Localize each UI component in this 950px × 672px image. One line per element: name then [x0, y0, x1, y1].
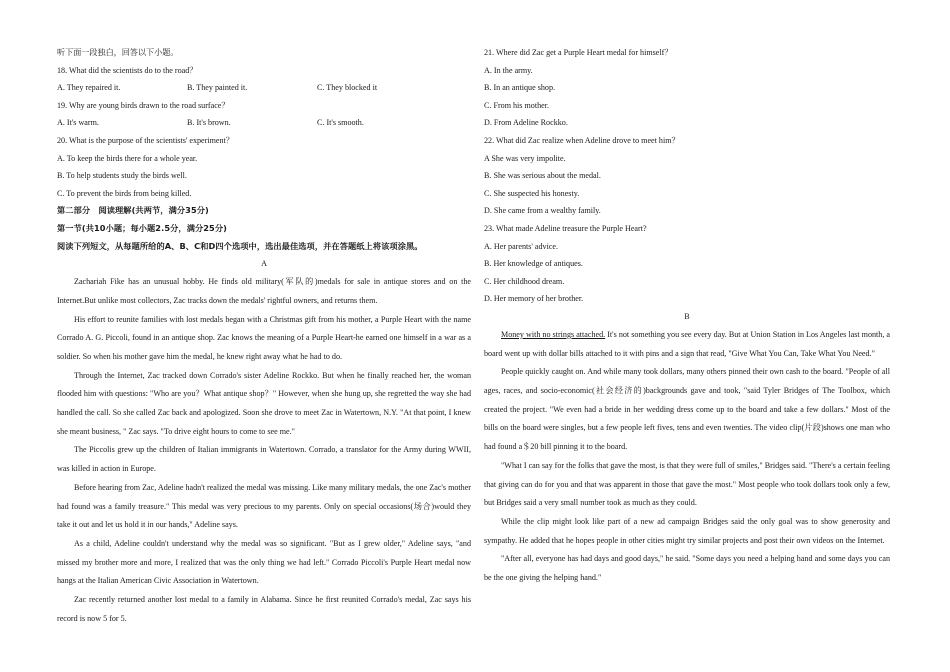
passage-a-paragraph: The Piccolis grew up the children of Italian immigrants in Watertown. Corrado, a translator for the Army during WWII, was killed in action in Europe. [57, 445, 471, 474]
option-b: B. In an antique shop. [484, 83, 556, 93]
underlined-phrase: Money with no strings attached. [501, 329, 606, 339]
option-b: B. To help students study the birds well. [57, 171, 187, 181]
section-one-heading: 第一节(共10小题；每小题2.5分，满分25分) [57, 222, 227, 233]
question-20-stem: 20. What is the purpose of the scientists' experiment？ [57, 135, 234, 145]
listening-intro: 听下面一段独白，回答以下小题。 [57, 48, 179, 57]
option-a: A She was very impolite. [484, 153, 566, 163]
passage-a-label: A [261, 259, 267, 269]
option-b: B. She was serious about the medal. [484, 171, 601, 181]
question-22-stem: 22. What did Zac realize when Adeline drove to meet him？ [484, 135, 680, 145]
paragraph-text: It's not something you see every day. But at Union Station in Los Angeles last month, a board went up with dollar bills attached to it with pins and a sign that read, "Give What You Can, Take What You Need." [484, 329, 891, 358]
option-a: A. To keep the birds there for a whole year. [57, 153, 198, 163]
question-19-stem: 19. Why are young birds drawn to the road surface？ [57, 100, 230, 110]
part-two-heading: 第二部分 阅读理解(共两节，满分35分) [57, 205, 209, 216]
passage-a-paragraph: Zachariah Fike has an unusual hobby. He finds old military(军队的)medals for sale in antique stores and on the Internet.But unlike most collectors, Zac tracks down the medals' rightful owners, and returns them. [57, 277, 471, 305]
passage-b-paragraph: While the clip might look like part of a new ad campaign Bridges said the only goal was to show generosity and sympathy. He added that he hopes people in other cities might try similar projects and post their own videos on the Internet. [484, 516, 890, 545]
option-a: A. They repaired it. [57, 83, 121, 93]
passage-b-paragraph: "After all, everyone has had days and good days," he said. "Some days you need a helping hand and some days you can be the one giving the helping hand." [484, 554, 890, 583]
option-b: B. They painted it. [187, 83, 248, 93]
option-d: D. From Adeline Rockko. [484, 118, 568, 128]
passage-a-paragraph: As a child, Adeline couldn't understand why the medal was so significant. "But as I grew older," Adeline says, "and missed my brother more and more, I realized that was the only thing we had left." Corrado Piccoli's Purple Heart medal now hangs at the Italian American Civic Association in Watertown. [57, 538, 471, 586]
passage-a-paragraph: His effort to reunite families with lost medals began with a Christmas gift from his mother, a Purple Heart with the name Corrado A. G. Piccoli, found in an antique shop. Zac knows the meaning of a Purple Heart-he earned one himself in a war as a soldier. So when his mother gave him the medal, he knew right away what he had to do. [57, 314, 471, 361]
left-column [57, 44, 471, 628]
passage-a-paragraph: Zac recently returned another lost medal to a family in Alabama. Since he first reunited Corrado's medal, Zac says his record is now 5 for 5. [57, 595, 471, 623]
question-19-options [57, 114, 471, 132]
right-column [484, 44, 890, 588]
option-a: A. Her parents' advice. [484, 241, 559, 251]
option-b: B. It's brown. [187, 118, 231, 128]
option-b: B. Her knowledge of antiques. [484, 259, 583, 269]
question-18-options [57, 79, 471, 97]
reading-instruction: 阅读下列短文，从每题所给的A、B、C和D四个选项中，选出最佳选项，并在答题纸上将该项涂黑。 [57, 240, 423, 251]
passage-b-paragraph [484, 326, 890, 363]
option-a: A. In the army. [484, 65, 533, 75]
option-c: C. They blocked it [317, 83, 378, 93]
question-21-stem: 21. Where did Zac get a Purple Heart medal for himself？ [484, 48, 673, 57]
option-a: A. It's warm. [57, 118, 99, 128]
passage-a-paragraph: Before hearing from Zac, Adeline hadn't realized the medal was missing. Like many military medals, the one Zac's mother had found was a family treasure." This medal was very precious to my parents. Only on special occasions(场合)would they take it out and let us hold it in our hands," Adeline says. [57, 482, 471, 530]
option-c: C. She suspected his honesty. [484, 188, 580, 198]
option-c: C. Her childhood dream. [484, 276, 565, 286]
option-c: C. It's smooth. [317, 118, 364, 128]
question-18-stem: 18. What did the scientists do to the road？ [57, 65, 198, 75]
passage-b-label: B [684, 311, 690, 321]
option-d: D. She came from a wealthy family. [484, 206, 601, 216]
passage-b-paragraph: "What I can say for the folks that gave the most, is that they were full of smiles," Bridges said. "There's a certain feeling that giving can do for you and that was apparent in those that gave the most." Most people who took dollars took only a few, but Bridges said a very small number took as much as they could. [484, 460, 890, 508]
question-23-stem: 23. What made Adeline treasure the Purple Heart? [484, 223, 647, 233]
option-c: C. From his mother. [484, 100, 549, 110]
passage-b-paragraph: People quickly caught on. And while many took dollars, many others pinned their own cash to the board. "People of all ages, races, and socio-economic(社会经济的)backgrounds gave and took, "said Tyler Bridges of The Toolbox, which created the project. "We even had a bride in her wedding dress come up to the board and take a few dollars." Most of the bills on the board were singles, but a few people left fives, tens and even twenties. The video clip(片段)shows one man who had found a＄20 bill pinning it to the board. [484, 367, 890, 452]
passage-a-paragraph: Through the Internet, Zac tracked down Corrado's sister Adeline Rockko. But when he finally reached her, the woman flooded him with questions: "Who are you？What antique shop？" However, when she hung up, she regretted the way she had handled the call. So she called Zac back and apologized. Soon she drove to meet Zac in Watertown, N.Y. "At that point, I knew she meant business, " Zac says. "To drive eight hours to come to see me." [57, 370, 471, 436]
option-d: D. Her memory of her brother. [484, 294, 584, 304]
option-c: C. To prevent the birds from being killed. [57, 188, 192, 198]
